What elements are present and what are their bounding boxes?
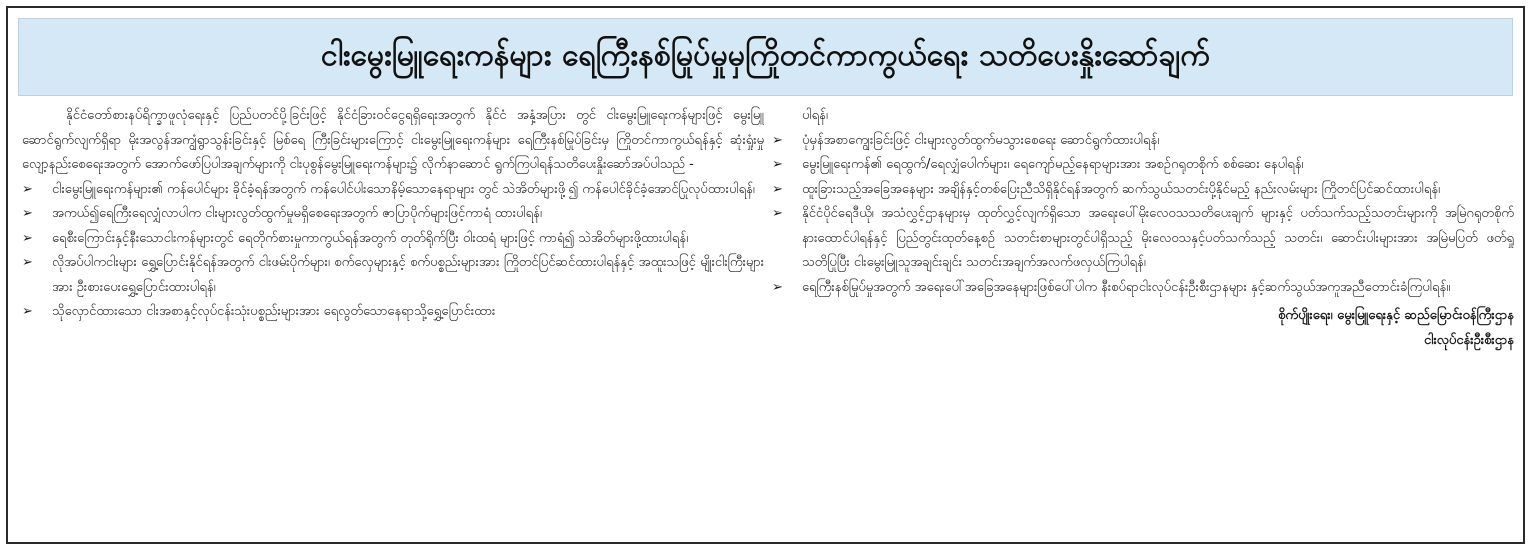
list-item-text: ရေစီးကြောင်းနှင့်နီးသောငါးကန်များတွင် ရေတိုက်စားမှုကာကွယ်ရန်အတွက် တုတ်ရိုက်ပြီး ဝါးထရံ များဖြင့် ကာရံ၍ သဲအိတ်များဖို့ထားပါရန်၊ bbox=[52, 230, 689, 246]
list-item bbox=[772, 129, 1514, 154]
arrow-bullet-icon: ➢ bbox=[772, 279, 783, 295]
list-item-text: ပုံမှန်အစာကျွေးခြင်းဖြင့် ငါးများလွတ်ထွက်မသွားစေရေး ဆောင်ရွက်ထားပါရန်၊ bbox=[802, 132, 1160, 148]
intro-paragraph: နိုင်ငံတော်စားနပ်ရိက္ခာဖူလုံရေးနှင့် ပြည်ပတင်ပို့ခြင်းဖြင့် နိုင်ငံခြားဝင်ငွေရရှိရေးအတွက် နိုင်ငံ အနှံ့အပြား တွင် ငါးမွေးမြူရေးကန်များဖြင့် မွေးမြူဆောင်ရွက်လျက်ရှိရာ မိုးအလွန်အကျွံရွာသွန်းခြင်းနှင့် မြစ်ရေ ကြီးခြင်းများကြောင့် ငါးမွေးမြူရေးကန်များ ရေကြီးနစ်မြုပ်ခြင်းမှ ကြိုတင်ကာကွယ်ရန်နှင့် ဆုံးရှုံးမှု လျော့နည်းစေရေးအတွက် အောက်ဖော်ပြပါအချက်များကို ငါးပုစွန်မွေးမြူရေးကန်များ၌ လိုက်နာဆောင် ရွက်ကြပါရန်သတိပေးနှိုးဆော်အပ်ပါသည် - bbox=[22, 108, 764, 172]
right-column bbox=[772, 104, 1514, 536]
notice-body bbox=[22, 104, 1514, 536]
list-item bbox=[772, 153, 1514, 178]
list-item bbox=[22, 227, 764, 252]
notice-title: ငါးမွေးမြူရေးကန်များ ရေကြီးနစ်မြုပ်မှုမှကြိုတင်ကာကွယ်ရေး သတိပေးနှိုးဆော်ချက် bbox=[320, 37, 1211, 73]
list-item bbox=[22, 202, 764, 227]
list-item-text: ထူးခြားသည့်အခြေအနေများ အချိန်နှင့်တစ်ပြေးညီသိရှိနိုင်ရန်အတွက် ဆက်သွယ်သတင်းပို့နိုင်မည့် နည်းလမ်းများ ကြိုတင်ပြင်ဆင်ထားပါရန်၊ bbox=[802, 181, 1441, 197]
arrow-bullet-icon: ➢ bbox=[772, 132, 783, 148]
list-item-text: လိုအပ်ပါကငါးများ ရွှေ့ပြောင်းနိုင်ရန်အတွက် ငါးဖမ်းပိုက်များ၊ စက်လှေများနှင့် စက်ပစ္စည်းများအား ကြိုတင်ပြင်ဆင်ထားပါရန်နှင့် အထူးသဖြင့် မျိုးငါးကြီးများအား ဦးစားပေးရွှေ့ပြောင်းထားပါရန်၊ bbox=[52, 255, 764, 295]
list-item-text: အကယ်၍ရေကြီးရေလျှံလာပါက ငါးများလွတ်ထွက်မှုမရှိစေရေးအတွက် ဇာပြာပိုက်များဖြင့်ကာရံ ထားပါရန်၊ bbox=[52, 206, 542, 221]
signature-ministry: စိုက်ပျိုးရေး၊ မွေးမြူရေးနှင့် ဆည်မြောင်းဝန်ကြီးဌာန bbox=[1278, 308, 1514, 323]
arrow-bullet-icon: ➢ bbox=[22, 255, 33, 270]
signature-block bbox=[772, 304, 1514, 353]
arrow-bullet-icon: ➢ bbox=[772, 206, 783, 221]
list-item-text: မွေးမြူရေးကန်၏ ရေထွက်/ရေလျှံပေါက်များ၊ ရေကျော်မည့်နေရာများအား အစဉ်ဂရုတစိုက် စစ်ဆေး နေပါရန်၊ bbox=[802, 157, 1304, 172]
list-item bbox=[22, 178, 764, 203]
arrow-bullet-icon: ➢ bbox=[22, 181, 33, 197]
arrow-bullet-icon: ➢ bbox=[772, 181, 783, 197]
list-item bbox=[772, 202, 1514, 276]
arrow-bullet-icon: ➢ bbox=[22, 304, 33, 319]
list-item bbox=[772, 178, 1514, 203]
list-item bbox=[22, 251, 764, 300]
notice-frame bbox=[6, 6, 1525, 544]
title-banner bbox=[18, 18, 1513, 96]
list-item-text: နိုင်ငံပိုင်ရေဒီယို၊ အသံလွှင့်ဌာနများမှ ထုတ်လွှင့်လျက်ရှိသော အရေးပေါ်မိုးလေဝသသတိပေးချက် များနှင့် ပတ်သက်သည့်သတင်းများကို အမြဲဂရုတစိုက်နားထောင်ပါရန်နှင့် ပြည်တွင်းထုတ်နေ့စဉ် သတင်းစာများတွင်ပါရှိသည့် မိုးလေဝသနှင့်ပတ်သက်သည့် သတင်း၊ ဆောင်းပါးများအား အမြဲမပြတ် ဖတ်ရှုသတိပြုပြီး ငါးမွေးမြူသူအချင်းချင်း သတင်းအချက်အလက်ဖလှယ်ကြပါရန်၊ bbox=[802, 206, 1514, 270]
list-item bbox=[772, 276, 1514, 301]
list-item-text: သိုလှောင်ထားသော ငါးအစာနှင့်လုပ်ငန်းသုံးပစ္စည်းများအား ရေလွတ်သောနေရာသို့ရွှေ့ပြောင်းထား bbox=[52, 304, 496, 319]
arrow-bullet-icon: ➢ bbox=[22, 206, 33, 221]
left-column bbox=[22, 104, 764, 536]
list-item-continuation: ပါရန်၊ bbox=[802, 108, 828, 123]
arrow-bullet-icon: ➢ bbox=[772, 157, 783, 172]
arrow-bullet-icon: ➢ bbox=[22, 230, 33, 246]
list-item-text: ရေကြီးနစ်မြုပ်မှုအတွက် အရေးပေါ်အခြေအနေများဖြစ်ပေါ်ပါက နီးစပ်ရာငါးလုပ်ငန်းဦးစီးဌာနများ နှင့်ဆက်သွယ်အကူအညီတောင်းခံကြပါရန်။ bbox=[802, 279, 1451, 295]
list-item-text: ငါးမွေးမြူရေးကန်များ၏ ကန်ပေါင်များ ခိုင်ခံ့ရန်အတွက် ကန်ပေါင်ပါးသောနိမ့်သောနေရာများ တွင် သဲအိတ်များဖို့၍ ကန်ပေါင်ခိုင်ခံ့အောင်ပြုလုပ်ထားပါရန်၊ bbox=[52, 181, 755, 197]
signature-department: ငါးလုပ်ငန်းဦးစီးဌာန bbox=[1423, 332, 1514, 348]
list-item bbox=[22, 300, 764, 325]
